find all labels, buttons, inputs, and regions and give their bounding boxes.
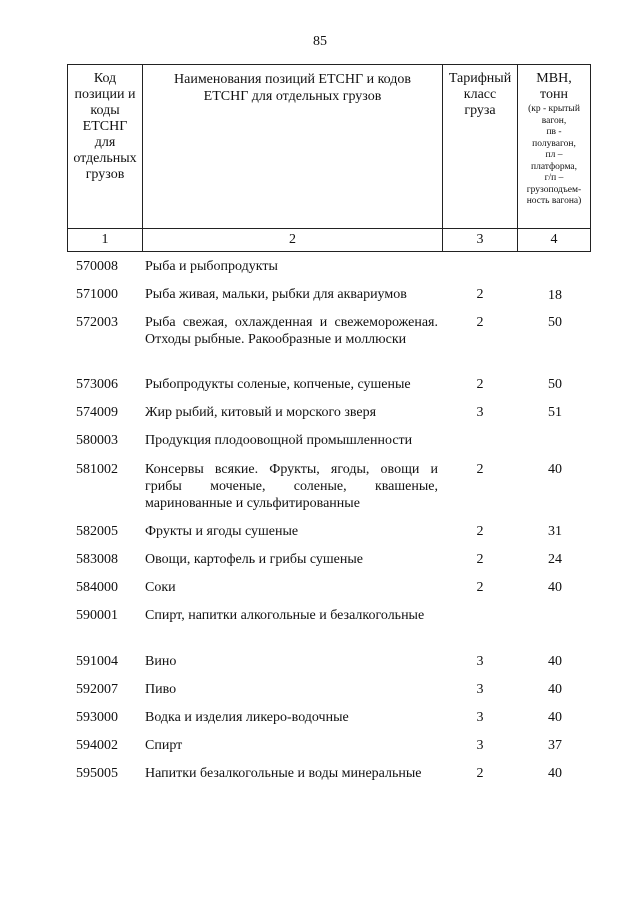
table-header — [67, 64, 591, 252]
header-code-line: ЕТСНГ — [82, 119, 128, 134]
row-code: 594002 — [76, 738, 118, 753]
header-name-line: ЕТСНГ для отдельных грузов — [203, 89, 382, 104]
header-mvn-title — [518, 65, 590, 103]
row-name: Продукция плодоовощной промышленности — [145, 433, 413, 448]
row-class: 2 — [476, 552, 484, 567]
row-code: 572003 — [76, 315, 118, 330]
header-name-line: Наименования позиций ЕТСНГ и кодов — [174, 72, 411, 87]
row-class: 3 — [476, 682, 484, 697]
row-mvn: 40 — [548, 462, 562, 477]
row-class: 2 — [476, 287, 484, 302]
header-mvn-note-line: пл – — [545, 150, 563, 160]
row-name: Овощи, картофель и грибы сушеные — [145, 552, 363, 567]
row-mvn: 50 — [548, 377, 562, 392]
row-mvn: 18 — [548, 288, 562, 303]
row-mvn: 37 — [548, 738, 562, 753]
row-code: 595005 — [76, 766, 118, 781]
row-code: 593000 — [76, 710, 118, 725]
row-mvn: 40 — [548, 710, 562, 725]
column-number: 2 — [143, 229, 443, 252]
header-mvn-note-line: вагон, — [541, 115, 567, 126]
page-number: 85 — [313, 34, 327, 49]
row-mvn: 40 — [548, 654, 562, 669]
row-name: Спирт, напитки алкогольные и безалкогольные — [145, 608, 425, 623]
row-class: 3 — [476, 710, 484, 725]
header-mvn-note-line: пв - — [546, 127, 562, 137]
header-code-line: для — [94, 135, 116, 150]
header-mvn-note-line: платформа, — [531, 161, 577, 172]
row-name: Водка и изделия ликеро-водочные — [145, 710, 349, 725]
row-class: 3 — [476, 654, 484, 669]
row-name: Жир рыбий, китовый и морского зверя — [145, 405, 377, 420]
header-mvn-note — [518, 103, 590, 208]
row-class: 2 — [476, 315, 484, 330]
header-mvn-note-line: ность вагона) — [526, 196, 582, 206]
row-code: 582005 — [76, 524, 118, 539]
row-code: 574009 — [76, 405, 118, 420]
row-class: 3 — [476, 738, 484, 753]
column-number: 1 — [68, 229, 143, 252]
header-class-line: Тарифный — [448, 71, 512, 86]
row-class: 3 — [476, 405, 484, 420]
row-name: Фрукты и ягоды сушеные — [145, 524, 299, 539]
row-code: 580003 — [76, 433, 118, 448]
row-name: Рыба свежая, охлажденная и свежемороженая. Отходы рыбные. Ракообразные и моллюски — [145, 315, 438, 347]
row-code: 571000 — [76, 287, 118, 302]
header-code-line: отдельных — [73, 151, 137, 166]
row-mvn: 51 — [548, 405, 562, 420]
row-name: Рыбопродукты соленые, копченые, сушеные — [145, 377, 411, 392]
row-mvn: 24 — [548, 552, 562, 567]
header-mvn-title-line: МВН, — [536, 71, 572, 86]
header-code-line: позиции и — [74, 87, 136, 102]
header-code — [68, 65, 143, 229]
row-mvn: 40 — [548, 766, 562, 781]
row-mvn: 31 — [548, 524, 562, 539]
row-mvn: 50 — [548, 315, 562, 330]
header-mvn-note-line: г/п – — [544, 173, 564, 183]
header-code-line: грузов — [85, 167, 125, 182]
row-mvn: 40 — [548, 682, 562, 697]
row-name: Вино — [145, 654, 177, 669]
header-code-line: коды — [90, 103, 120, 118]
row-class: 2 — [476, 766, 484, 781]
row-class: 2 — [476, 377, 484, 392]
row-class: 2 — [476, 462, 484, 477]
row-name: Напитки безалкогольные и воды минеральные — [145, 766, 422, 781]
row-code: 581002 — [76, 462, 118, 477]
row-mvn: 40 — [548, 580, 562, 595]
row-name: Соки — [145, 580, 176, 595]
header-code-line: Код — [93, 71, 117, 86]
header-mvn-note-line: (кр - крытый — [528, 104, 580, 114]
row-code: 570008 — [76, 259, 118, 274]
row-name: Спирт — [145, 738, 183, 753]
column-number: 4 — [518, 229, 591, 252]
column-number: 3 — [443, 229, 518, 252]
row-name: Консервы всякие. Фрукты, ягоды, овощи и грибы моченые, соленые, квашеные, маринованные и сульфитированные — [145, 462, 438, 511]
row-code: 583008 — [76, 552, 118, 567]
row-name: Рыба и рыбопродукты — [145, 259, 278, 274]
header-mvn — [518, 65, 591, 229]
row-class: 2 — [476, 524, 484, 539]
row-code: 590001 — [76, 608, 118, 623]
row-code: 584000 — [76, 580, 118, 595]
row-name: Рыба живая, мальки, рыбки для аквариумов — [145, 287, 407, 302]
header-tariff-class — [443, 65, 518, 229]
row-code: 591004 — [76, 654, 118, 669]
row-code: 592007 — [76, 682, 118, 697]
header-mvn-note-line: полувагон, — [532, 138, 576, 149]
header-class-line: класс — [463, 87, 497, 102]
row-name: Пиво — [145, 682, 177, 697]
header-name — [143, 65, 443, 229]
row-class: 2 — [476, 580, 484, 595]
header-class-line: груза — [464, 103, 496, 118]
header-mvn-note-line: грузоподъем- — [526, 184, 582, 195]
row-code: 573006 — [76, 377, 118, 392]
header-mvn-title-line: тонн — [540, 87, 568, 102]
